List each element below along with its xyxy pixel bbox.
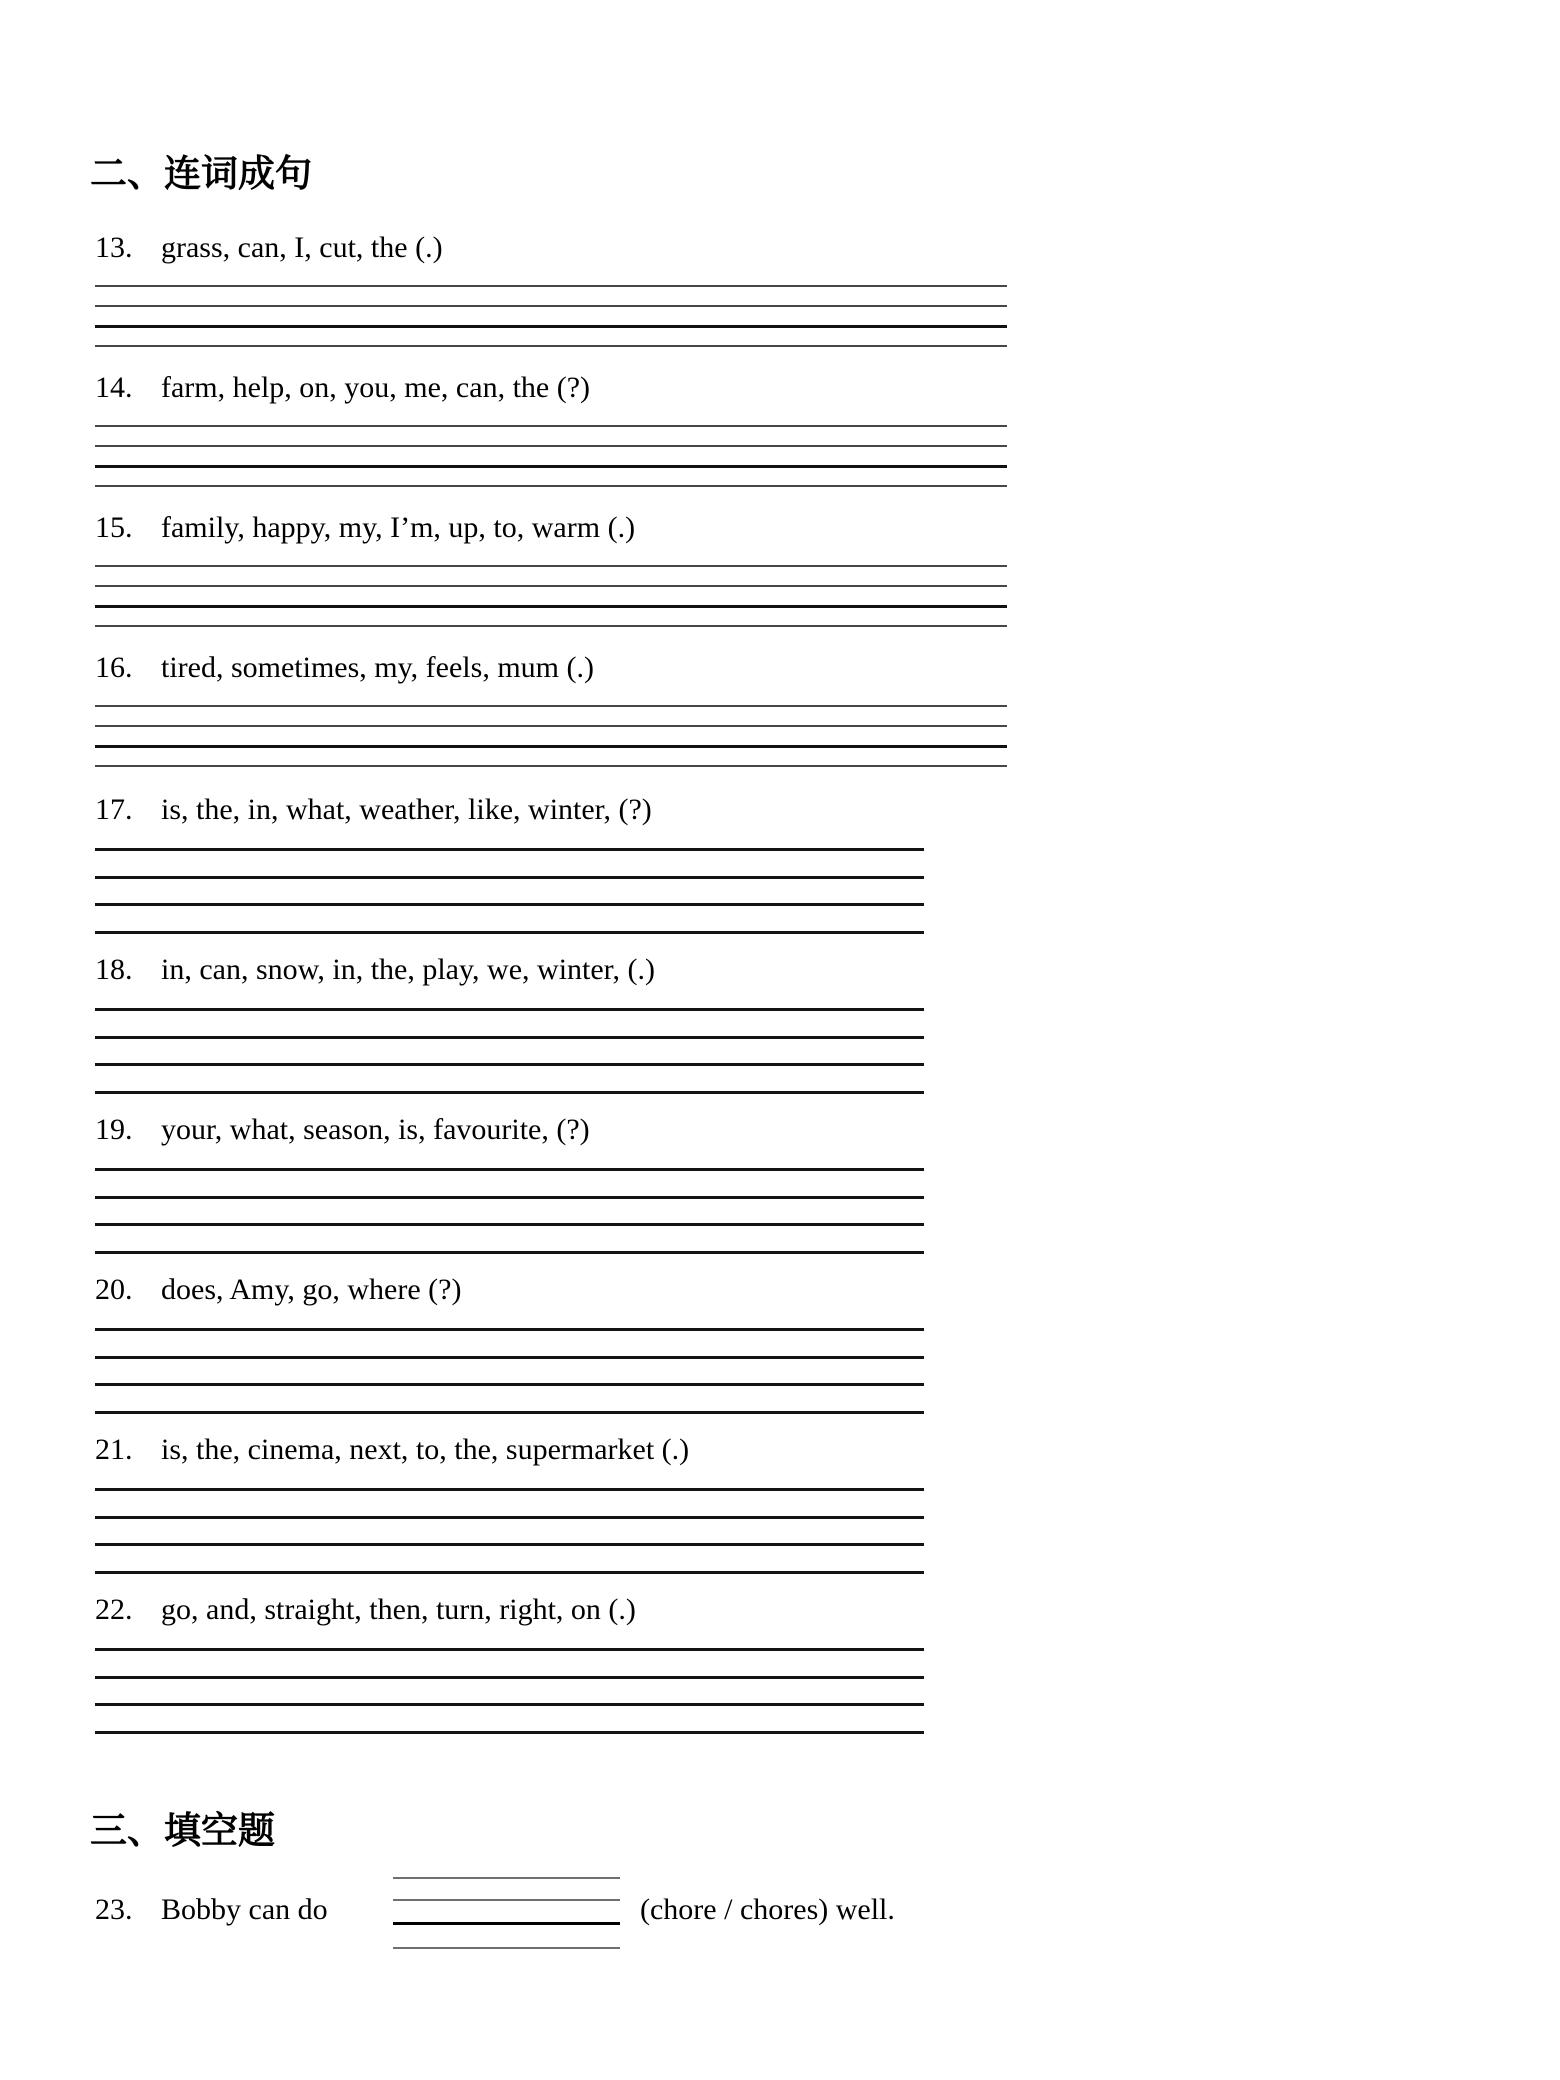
answer-line[interactable] xyxy=(95,585,1007,605)
question-text-line xyxy=(95,1590,636,1630)
question-text-after-blank: (chore / chores) well. xyxy=(640,1893,895,1926)
answer-line[interactable] xyxy=(95,1543,924,1571)
answer-lines[interactable] xyxy=(95,1328,924,1439)
question-number: 20. xyxy=(95,1273,133,1306)
answer-line[interactable] xyxy=(95,903,924,931)
question-text-line xyxy=(95,950,655,990)
answer-line[interactable] xyxy=(95,1036,924,1064)
question-item-14 xyxy=(95,368,590,408)
question-text-line xyxy=(95,1430,689,1470)
question-item-18 xyxy=(95,950,655,990)
question-text-line xyxy=(95,648,594,688)
answer-lines[interactable] xyxy=(95,1648,924,1759)
question-item-22 xyxy=(95,1590,636,1630)
answer-line[interactable] xyxy=(95,876,924,904)
question-words: is, the, in, what, weather, like, winter, (?) xyxy=(161,793,652,826)
blank-line[interactable] xyxy=(393,1947,620,1959)
answer-line[interactable] xyxy=(95,465,1007,485)
question-number: 21. xyxy=(95,1433,133,1466)
answer-line[interactable] xyxy=(95,345,1007,365)
question-item-19 xyxy=(95,1110,590,1150)
question-words: tired, sometimes, my, feels, mum (.) xyxy=(161,651,594,684)
answer-line[interactable] xyxy=(95,1196,924,1224)
answer-line[interactable] xyxy=(95,1703,924,1731)
question-number: 19. xyxy=(95,1113,133,1146)
question-number: 17. xyxy=(95,793,133,826)
answer-line[interactable] xyxy=(95,1008,924,1036)
question-words: go, and, straight, then, turn, right, on (.) xyxy=(161,1593,636,1626)
answer-line[interactable] xyxy=(95,1223,924,1251)
question-words: is, the, cinema, next, to, the, supermarket (.) xyxy=(161,1433,690,1466)
answer-line[interactable] xyxy=(95,565,1007,585)
answer-line[interactable] xyxy=(95,1356,924,1384)
answer-line[interactable] xyxy=(95,1676,924,1704)
answer-lines[interactable] xyxy=(95,1008,924,1119)
answer-lines[interactable] xyxy=(95,848,924,959)
question-text-before-blank: Bobby can do xyxy=(161,1893,328,1926)
question-item-13 xyxy=(95,228,443,268)
answer-line[interactable] xyxy=(95,1488,924,1516)
blank-line[interactable] xyxy=(393,1922,620,1947)
answer-line[interactable] xyxy=(95,285,1007,305)
answer-line[interactable] xyxy=(95,425,1007,445)
question-words: family, happy, my, I’m, up, to, warm (.) xyxy=(161,511,636,544)
answer-line[interactable] xyxy=(95,1063,924,1091)
blank-line[interactable] xyxy=(393,1877,620,1899)
blank-line[interactable] xyxy=(393,1899,620,1922)
question-item-20 xyxy=(95,1270,461,1310)
answer-lines[interactable] xyxy=(95,285,1007,365)
answer-line[interactable] xyxy=(95,745,1007,765)
question-words: grass, can, I, cut, the (.) xyxy=(161,231,443,264)
answer-line[interactable] xyxy=(95,485,1007,505)
question-number: 23. xyxy=(95,1893,133,1926)
answer-line[interactable] xyxy=(95,625,1007,645)
answer-line[interactable] xyxy=(95,1648,924,1676)
question-words: your, what, season, is, favourite, (?) xyxy=(161,1113,590,1146)
answer-line[interactable] xyxy=(95,705,1007,725)
question-text-line xyxy=(95,228,443,268)
answer-line[interactable] xyxy=(95,325,1007,345)
answer-line[interactable] xyxy=(95,445,1007,465)
answer-line[interactable] xyxy=(95,848,924,876)
answer-lines[interactable] xyxy=(95,1168,924,1279)
question-text-line xyxy=(95,1110,590,1150)
question-text-line xyxy=(95,508,635,548)
answer-line[interactable] xyxy=(95,1383,924,1411)
question-item-23 xyxy=(95,1862,1195,1972)
question-words: does, Amy, go, where (?) xyxy=(161,1273,462,1306)
question-text-line xyxy=(95,368,590,408)
question-words: in, can, snow, in, the, play, we, winter, (.) xyxy=(161,953,655,986)
question-words: farm, help, on, you, me, can, the (?) xyxy=(161,371,591,404)
answer-line[interactable] xyxy=(95,1516,924,1544)
question-number: 14. xyxy=(95,371,133,404)
answer-line[interactable] xyxy=(95,765,1007,785)
answer-line[interactable] xyxy=(95,605,1007,625)
question-item-16 xyxy=(95,648,594,688)
question-item-15 xyxy=(95,508,635,548)
answer-lines[interactable] xyxy=(95,705,1007,785)
question-number: 16. xyxy=(95,651,133,684)
question-number: 22. xyxy=(95,1593,133,1626)
question-number: 13. xyxy=(95,231,133,264)
question-item-21 xyxy=(95,1430,689,1470)
question-number: 18. xyxy=(95,953,133,986)
question-number: 15. xyxy=(95,511,133,544)
section-heading-fill-blanks: 三、填空题 xyxy=(90,1811,275,1852)
answer-line[interactable] xyxy=(95,1731,924,1759)
answer-line[interactable] xyxy=(95,305,1007,325)
answer-line[interactable] xyxy=(95,1328,924,1356)
answer-lines[interactable] xyxy=(95,565,1007,645)
answer-lines[interactable] xyxy=(95,425,1007,505)
fill-blank[interactable] xyxy=(393,1877,620,1959)
section-heading-make-sentences: 二、连词成句 xyxy=(90,154,312,195)
answer-lines[interactable] xyxy=(95,1488,924,1599)
question-item-17 xyxy=(95,790,652,830)
answer-line[interactable] xyxy=(95,1168,924,1196)
question-text-line xyxy=(95,1270,461,1310)
question-text-line xyxy=(95,790,652,830)
answer-line[interactable] xyxy=(95,725,1007,745)
